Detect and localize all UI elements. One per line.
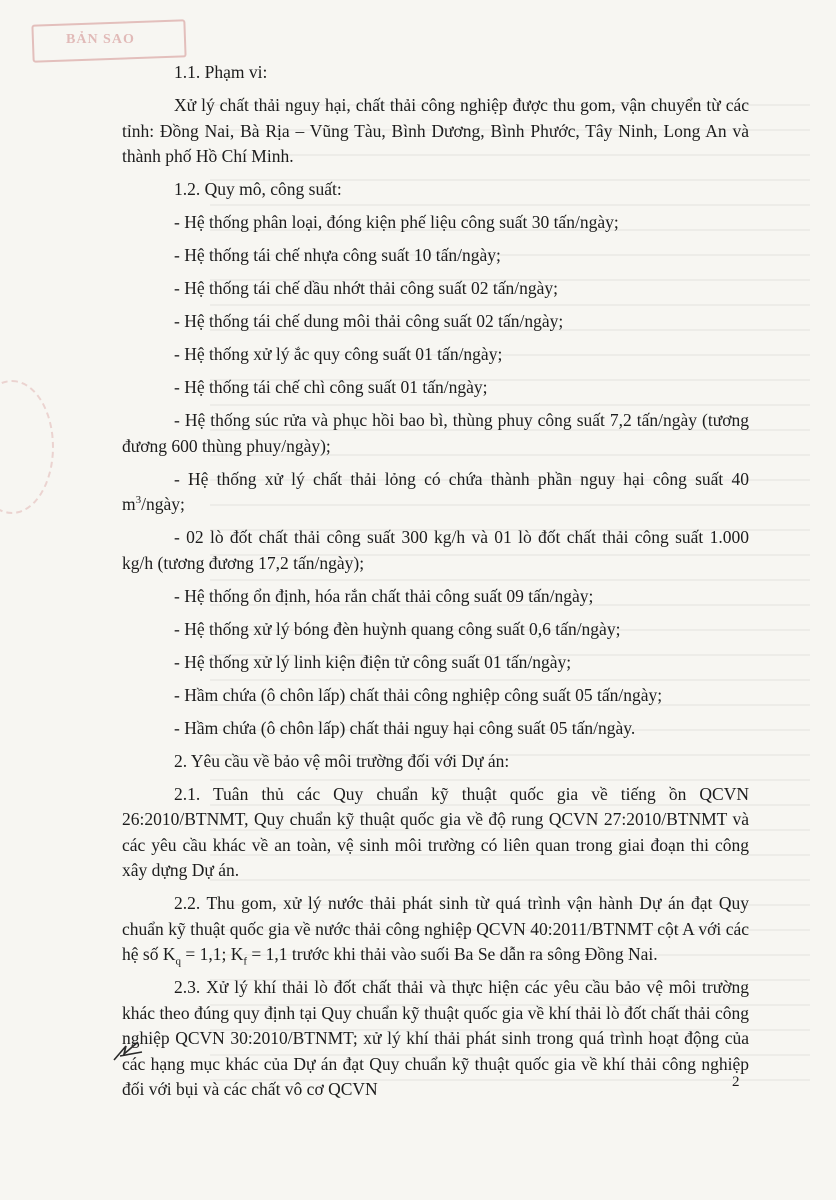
p22-part-b: = 1,1; K bbox=[180, 944, 244, 964]
liquid-item-unit: /ngày; bbox=[141, 494, 185, 514]
capacity-item: - Hệ thống xử lý ắc quy công suất 01 tấn/ngày; bbox=[174, 344, 503, 364]
section-1-1-body: Xử lý chất thải nguy hại, chất thải công nghiệp được thu gom, vận chuyển từ các tỉnh: Đồng Nai, Bà Rịa – Vũng Tàu, Bình Dương, Bình Phước, Tây Ninh, Long An và thành phố Hồ Chí Minh. bbox=[122, 95, 749, 166]
copy-stamp-text: BẢN SAO bbox=[66, 32, 135, 47]
capacity-item: - Hệ thống tái chế nhựa công suất 10 tấn/ngày; bbox=[174, 245, 501, 265]
capacity-item: - Hệ thống xử lý bóng đèn huỳnh quang công suất 0,6 tấn/ngày; bbox=[174, 618, 621, 639]
capacity-item: - Hệ thống phân loại, đóng kiện phế liệu công suất 30 tấn/ngày; bbox=[174, 212, 619, 232]
capacity-item: - Hệ thống xử lý linh kiện điện tử công suất 01 tấn/ngày; bbox=[174, 651, 572, 672]
page-number: 2 bbox=[732, 1074, 740, 1090]
liquid-item-sup: 3 bbox=[135, 494, 142, 507]
capacity-item: - Hầm chứa (ô chôn lấp) chất thải nguy hại công suất 05 tấn/ngày. bbox=[174, 717, 636, 738]
p22-sub-f: f bbox=[243, 955, 248, 968]
section-1-2-heading: 1.2. Quy mô, công suất: bbox=[174, 179, 342, 199]
section-1-1-heading: 1.1. Phạm vi: bbox=[174, 62, 268, 82]
capacity-item: - Hệ thống tái chế dung môi thải công suất 02 tấn/ngày; bbox=[174, 311, 564, 331]
capacity-item: - Hầm chứa (ô chôn lấp) chất thải công nghiệp công suất 05 tấn/ngày; bbox=[174, 684, 663, 705]
capacity-item-liquid bbox=[122, 467, 749, 518]
document-body bbox=[122, 60, 749, 1110]
liquid-item-text: - Hệ thống xử lý chất thải lỏng có chứa thành phần nguy hại công suất 40 m bbox=[122, 468, 749, 514]
handwritten-initial-mark bbox=[112, 1040, 146, 1062]
section-2-1-body: 2.1. Tuân thủ các Quy chuẩn kỹ thuật quốc gia về tiếng ồn QCVN 26:2010/BTNMT, Quy chuẩn kỹ thuật quốc gia về độ rung QCVN 27:2010/BTNMT và các yêu cầu khác về an toàn, vệ sinh môi trường có liên quan trong giai đoạn thi công xây dựng Dự án. bbox=[122, 783, 749, 880]
p22-sub-q: q bbox=[175, 955, 181, 968]
section-2-2-body bbox=[122, 891, 749, 968]
p22-part-c: = 1,1 trước khi thải vào suối Ba Se dẫn ra sông Đồng Nai. bbox=[247, 944, 658, 964]
seal-edge-mark bbox=[0, 380, 54, 514]
capacity-item: - Hệ thống tái chế chì công suất 01 tấn/ngày; bbox=[174, 377, 488, 397]
section-2-3-body: 2.3. Xử lý khí thải lò đốt chất thải và thực hiện các yêu cầu bảo vệ môi trường khác theo đúng quy định tại Quy chuẩn kỹ thuật quốc gia về khí thải lò đốt chất thải công nghiệp QCVN 30:2010/BTNMT; xử lý khí thải phát sinh trong quá trình hoạt động của các hạng mục khác của Dự án đạt Quy chuẩn kỹ thuật quốc gia về khí thải công nghiệp đối với bụi và các chất vô cơ QCVN bbox=[122, 977, 749, 1099]
capacity-item: - Hệ thống súc rửa và phục hồi bao bì, thùng phuy công suất 7,2 tấn/ngày (tương đương 600 thùng phuy/ngày); bbox=[122, 410, 749, 456]
capacity-item: - 02 lò đốt chất thải công suất 300 kg/h và 01 lò đốt chất thải công suất 1.000 kg/h (tương đương 17,2 tấn/ngày); bbox=[122, 527, 749, 573]
p22-part-a: 2.2. Thu gom, xử lý nước thải phát sinh từ quá trình vận hành Dự án đạt Quy chuẩn kỹ thuật quốc gia về nước thải công nghiệp QCVN 40:2011/BTNMT cột A với các hệ số K bbox=[122, 893, 749, 964]
capacity-item: - Hệ thống ổn định, hóa rắn chất thải công suất 09 tấn/ngày; bbox=[174, 585, 594, 606]
section-2-heading: 2. Yêu cầu về bảo vệ môi trường đối với Dự án: bbox=[174, 750, 510, 771]
capacity-item: - Hệ thống tái chế dầu nhớt thải công suất 02 tấn/ngày; bbox=[174, 278, 558, 298]
